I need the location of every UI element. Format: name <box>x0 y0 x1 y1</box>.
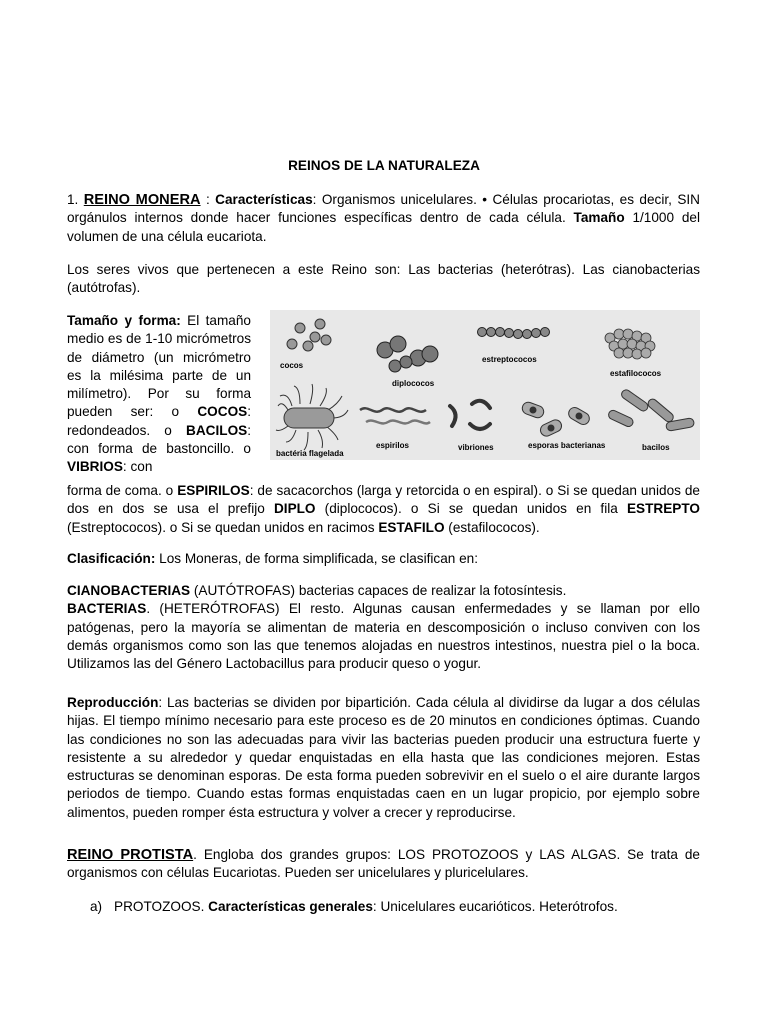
cianobacterias-text: (AUTÓTROFAS) bacterias capaces de realizar la fotosíntesis. <box>190 583 567 598</box>
reino-protista-paragraph <box>67 846 700 883</box>
monera-text: : Organismos unicelulares. • Células procariotas, es decir, SIN orgánulos internos donde hacer funciones específicas dentro de cada célula. <box>67 192 700 226</box>
tamano-forma-paragraph <box>67 312 251 477</box>
tamano-label: Tamaño <box>573 210 625 226</box>
fig-label-bacilos: bacilos <box>642 443 670 452</box>
vibrios-text: : con <box>122 459 153 475</box>
tipos-moneras <box>67 582 700 673</box>
estafilo-term: ESTAFILO <box>378 519 445 535</box>
separator: : <box>200 192 216 207</box>
reino-protista-text: . Engloba dos grandes grupos: LOS PROTOZOOS y LAS ALGAS. Se trata de organismos con células Eucariotas. Pueden ser unicelulares y pluricelulares. <box>67 847 700 881</box>
seres-vivos-paragraph: Los seres vivos que pertenecen a este Reino son: Las bacterias (heterótras). Las cianobacterias (autótrofas). <box>67 262 700 296</box>
bacilos-text: : con forma de bastoncillo. o <box>67 422 251 457</box>
bacilos-term: BACILOS <box>186 422 248 438</box>
bacteria-shapes-figure <box>270 310 700 460</box>
reino-protista-heading: REINO PROTISTA <box>67 847 194 863</box>
caracteristicas-generales-label: Características generales <box>208 899 373 914</box>
reino-monera-paragraph <box>67 191 700 246</box>
clasificacion-paragraph <box>67 550 700 568</box>
reino-monera-heading: REINO MONERA <box>83 192 201 208</box>
page-title: REINOS DE LA NATURALEZA <box>288 158 480 173</box>
protozoos-characteristics: : Unicelulares eucarióticos. Heterótrofos. <box>372 899 618 914</box>
fig-label-esporas: esporas bacterianas <box>528 441 606 450</box>
fig-label-estafilococos: estafilococos <box>610 369 662 378</box>
reproduccion-paragraph <box>67 694 700 822</box>
fig-label-flagelada: bactéria flagelada <box>276 449 344 458</box>
reproduccion-text: : Las bacterias se dividen por bipartición. Cada célula al dividirse da lugar a dos células hijas. El tiempo mínimo necesario para este proceso es de 20 minutos en condiciones óptimas. Cuando las condiciones no son las adecuadas para vivir las bacterias pueden producir una estructura fuerte y resistente a su alrededor y quedar enquistadas en ella hasta que las condiciones mejoren. Estas estructuras se denominan esporas. De esta forma pueden sobrevivir en el suelo o el aire durante largos periodos de tiempo. Cuando estas formas enquistadas caen en un lugar propicio, por ejemplo sobre alimentos, pueden romper ésta estructura y volver a crecer y reproducirse. <box>67 695 700 820</box>
fig-label-estreptococos: estreptococos <box>482 355 537 364</box>
reproduccion-label: Reproducción <box>67 695 159 710</box>
list-item-protozoos <box>90 898 700 916</box>
tamano-forma-label: Tamaño y forma: <box>67 313 181 328</box>
formas-text-1: forma de coma. o <box>67 483 178 498</box>
clasificacion-text: Los Moneras, de forma simplificada, se clasifican en: <box>155 551 479 566</box>
formas-text-4: (Estreptococos). o Si se quedan unidos en racimos <box>67 519 379 535</box>
formas-text-3: (diplococos). o Si se quedan unidos en fila <box>315 501 627 517</box>
vibrios-term: VIBRIOS <box>67 459 123 475</box>
cianobacterias-label: CIANOBACTERIAS <box>67 583 191 598</box>
fig-label-vibriones: vibriones <box>458 443 494 452</box>
fig-label-cocos: cocos <box>280 361 304 370</box>
protozoos-text: PROTOZOOS. <box>114 899 209 914</box>
formas-text-5: (estafilococos). <box>444 519 540 535</box>
cocos-text: : redondeados. o <box>67 404 251 438</box>
tamano-forma-text: El tamaño medio es de 1-10 micrómetros de diámetro (un micrómetro es la milésima parte de un milímetro). Por su forma pueden ser: o <box>67 313 251 420</box>
bacterias-label: BACTERIAS <box>67 601 147 617</box>
caracteristicas-label: Características <box>215 192 313 207</box>
fig-label-diplococos: diplococos <box>392 379 435 388</box>
espirilos-term: ESPIRILOS <box>177 483 250 498</box>
clasificacion-label: Clasificación: <box>67 551 156 566</box>
estrepto-term: ESTREPTO <box>626 501 700 517</box>
list-marker: a) <box>90 899 103 914</box>
fig-label-espirilos: espirilos <box>376 441 409 450</box>
bacterias-paragraph <box>67 600 700 673</box>
bacterias-text: . (HETERÓTROFAS) El resto. Algunas causan enfermedades y se llaman por ello patógenas, pero la mayoría se alimentan de materia en descomposición o incluso conviven con los demás organismos como son las que tenemos alojadas en nuestros intestinos, nuestra piel o la boca. Utilizamos las del Género Lactobacillus para producir queso o yogur. <box>67 601 700 672</box>
cianobacterias-paragraph <box>67 582 700 600</box>
cocos-term: COCOS <box>197 404 248 420</box>
tamano-text: 1/1000 del volumen de una célula eucariota. <box>67 210 700 244</box>
section-number: 1. <box>67 192 84 207</box>
formas-paragraph <box>67 482 700 537</box>
formas-text-2: : de sacacorchos (larga y retorcida o en espiral). o Si se quedan unidos de dos en dos se usa el prefijo <box>67 483 700 517</box>
diplo-term: DIPLO <box>273 501 316 517</box>
